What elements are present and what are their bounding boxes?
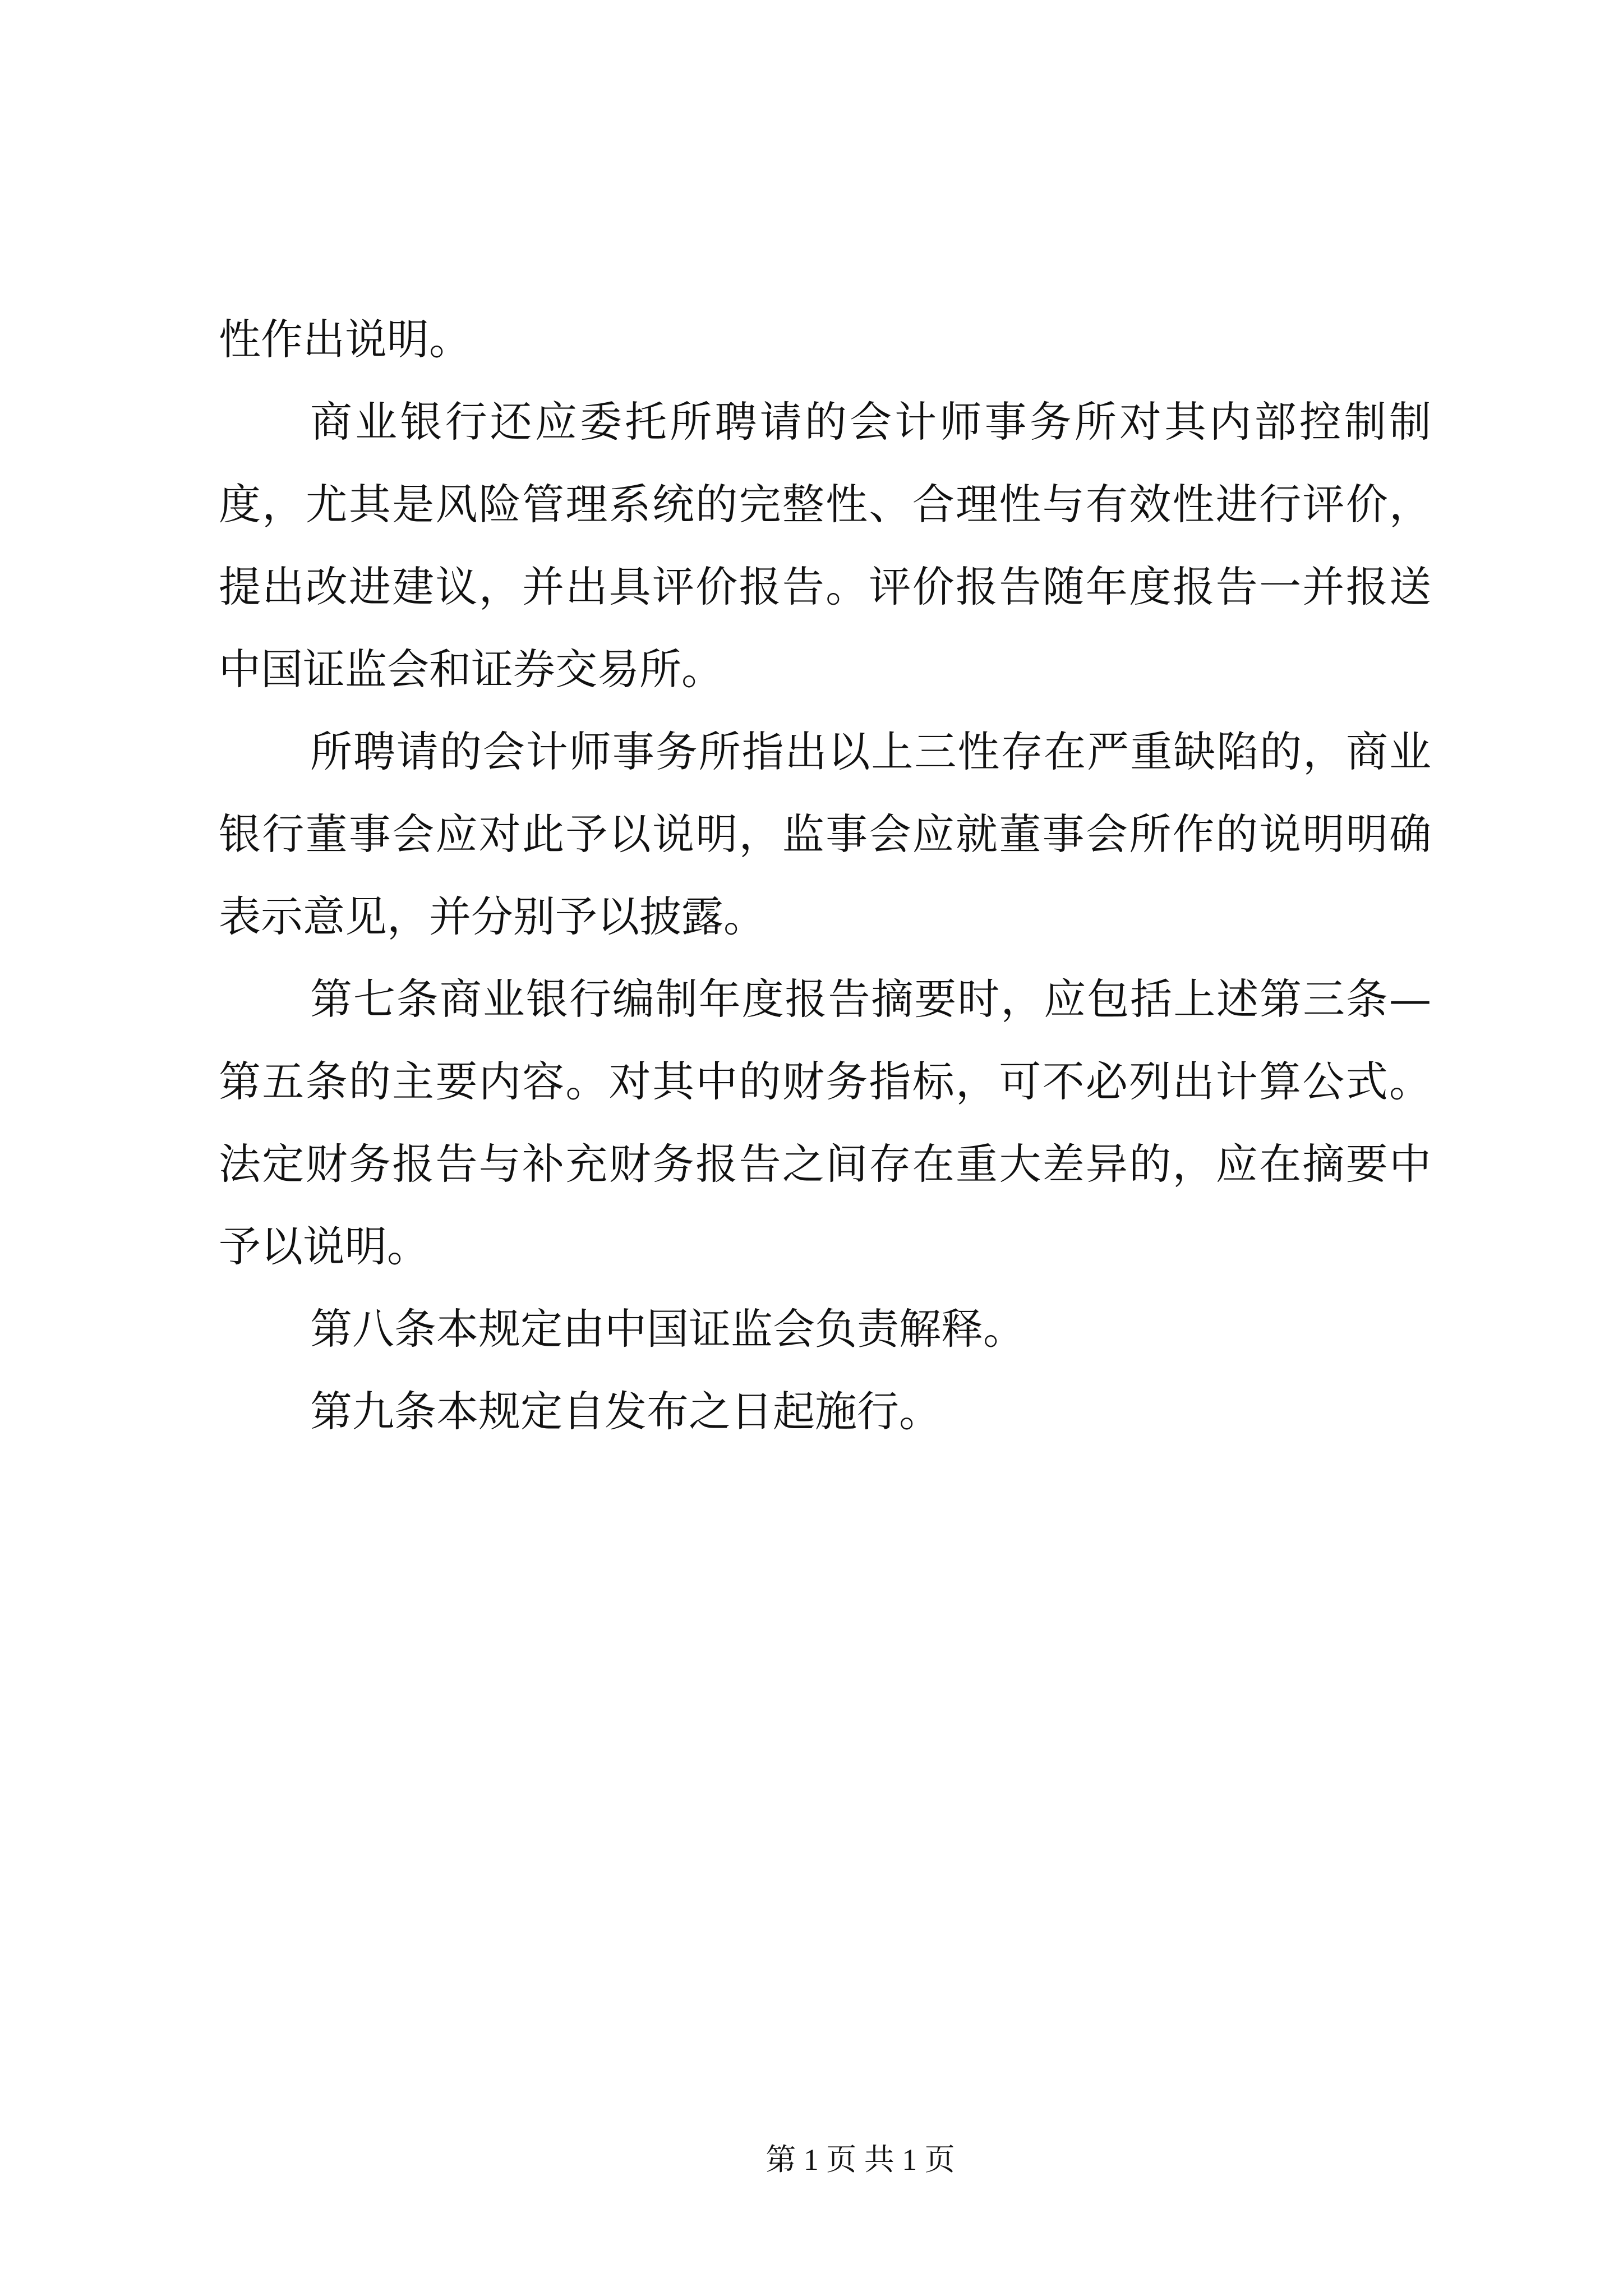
continuation-paragraph — [219, 298, 1431, 381]
document-body — [219, 298, 1431, 1453]
paragraph-1-line-1: 商业银行还应委托所聘请的会计师事务所对其内部控制制 — [310, 397, 1431, 447]
article-7-line-4: 予以说明。 — [219, 1222, 430, 1271]
paragraph-1-line-2: 度，尤其是风险管理系统的完整性、合理性与有效性进行评价， — [219, 480, 1431, 529]
paragraph-2-line-3: 表示意见，并分别予以披露。 — [219, 892, 766, 941]
paragraph-1 — [219, 381, 1431, 711]
article-9-line-1: 第九条本规定自发布之日起施行。 — [310, 1387, 942, 1436]
page-number-label: 第 1 页 共 1 页 — [766, 2143, 955, 2177]
article-7-line-2: 第五条的主要内容。对其中的财务指标，可不必列出计算公式。 — [219, 1057, 1431, 1106]
paragraph-2 — [219, 711, 1431, 958]
paragraph-2-line-2: 银行董事会应对此予以说明，监事会应就董事会所作的说明明确 — [219, 809, 1431, 859]
article-7 — [219, 958, 1431, 1288]
article-8 — [219, 1288, 1431, 1370]
article-8-line-1: 第八条本规定由中国证监会负责解释。 — [310, 1304, 1026, 1354]
article-7-line-1: 第七条商业银行编制年度报告摘要时，应包括上述第三条— — [310, 974, 1431, 1024]
article-9 — [219, 1370, 1431, 1453]
paragraph-2-line-1: 所聘请的会计师事务所指出以上三性存在严重缺陷的，商业 — [310, 727, 1431, 776]
paragraph-1-line-3: 提出改进建议，并出具评价报告。评价报告随年度报告一并报送 — [219, 562, 1431, 611]
page-footer — [692, 2138, 1029, 2181]
paragraph-1-line-4: 中国证监会和证券交易所。 — [219, 645, 724, 694]
article-7-line-3: 法定财务报告与补充财务报告之间存在重大差异的，应在摘要中 — [219, 1139, 1431, 1189]
continuation-line-1: 性作出说明。 — [219, 315, 472, 364]
